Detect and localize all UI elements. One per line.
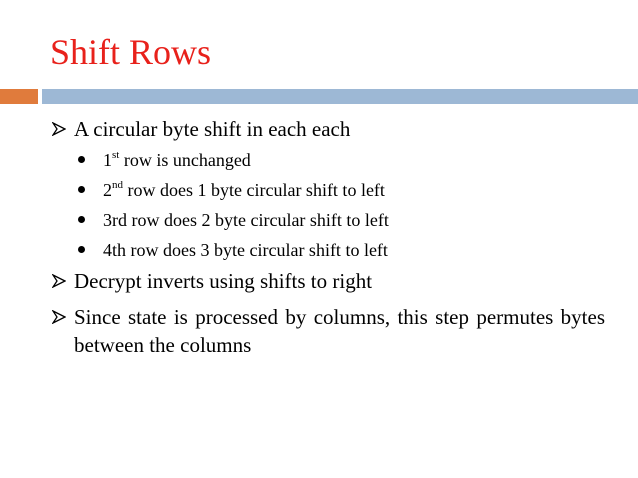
arrow-bullet-icon bbox=[52, 267, 70, 295]
dot-bullet-icon bbox=[78, 186, 85, 193]
bullet-state-columns bbox=[52, 303, 605, 359]
dot-bullet-icon bbox=[78, 246, 85, 253]
bullet-text: A circular byte shift in each each bbox=[74, 117, 351, 141]
subbullet-row1 bbox=[78, 147, 251, 173]
subbullet-text: 2nd row does 1 byte circular shift to left bbox=[103, 179, 385, 200]
subbullet-text: 3rd row does 2 byte circular shift to left bbox=[103, 210, 389, 230]
bullet-text: Decrypt inverts using shifts to right bbox=[74, 269, 373, 293]
slide-title: Shift Rows bbox=[50, 32, 212, 72]
bullet-circular-shift bbox=[52, 115, 605, 143]
subbullet-text: 4th row does 3 byte circular shift to left bbox=[103, 240, 388, 260]
dot-bullet-icon bbox=[78, 216, 85, 223]
subbullet-row2 bbox=[78, 177, 385, 203]
arrow-bullet-icon bbox=[52, 303, 70, 331]
subbullet-row3 bbox=[78, 207, 389, 233]
subbullet-text: 1st row is unchanged bbox=[103, 149, 251, 170]
subbullet-row4 bbox=[78, 237, 388, 263]
arrow-bullet-icon bbox=[52, 115, 70, 143]
bullet-text: Since state is processed by columns, this step permutes bytes between the columns bbox=[74, 305, 605, 357]
dot-bullet-icon bbox=[78, 156, 85, 163]
bullet-decrypt bbox=[52, 267, 605, 295]
